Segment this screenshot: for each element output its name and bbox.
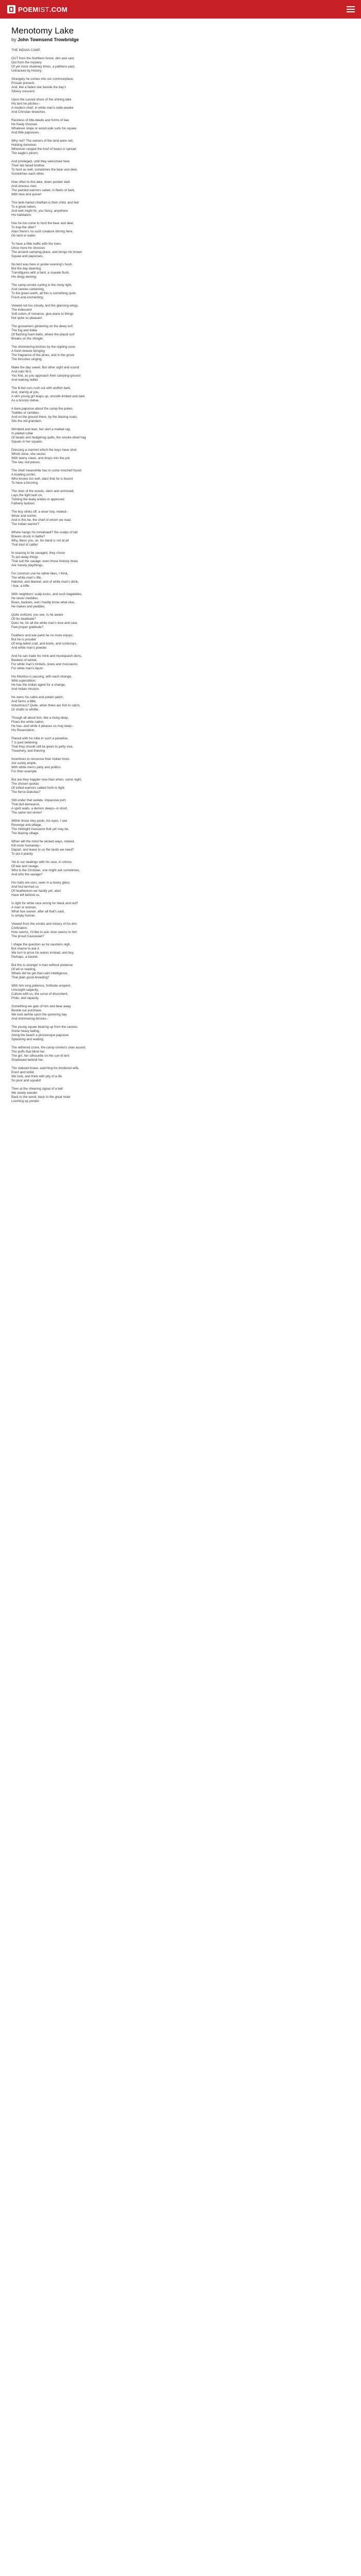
poem-line: He owns his cabin and potato patch, bbox=[11, 696, 64, 699]
poem-line: The girl, her silhouette on the sun-lit tent bbox=[11, 1054, 70, 1058]
poem-line: But the day dawning, bbox=[11, 267, 42, 270]
poem-line: Prosaic present; bbox=[11, 81, 35, 85]
poem-line: The iridescent bbox=[11, 308, 32, 312]
poem-line: The withered crone, the camp-smoke's slow ascent, bbox=[11, 1046, 86, 1049]
poem-line: Strangely he comes into our commonplace, bbox=[11, 77, 74, 81]
poem-line: In plaited collar bbox=[11, 432, 34, 435]
poem-line: Out from the mystery bbox=[11, 61, 42, 64]
poem-line: That suit the savage: even those hickory bows bbox=[11, 560, 78, 563]
poem-line: How seems, I'd like to ask--how seems to him bbox=[11, 930, 77, 934]
poem-line: So poor and squalid! bbox=[11, 1079, 41, 1082]
poem-line: Alas! there's no such creature stirring here, bbox=[11, 230, 73, 233]
stanza bbox=[11, 366, 350, 382]
stanza bbox=[11, 1005, 350, 1021]
stanza bbox=[11, 139, 350, 156]
poem-line: Not quite so pleasant. bbox=[11, 316, 43, 320]
poem-line: When will the mind he wicked ways, indeed, bbox=[11, 840, 75, 843]
poem-line: Feathers and war-paint he no more enjoys; bbox=[11, 634, 74, 637]
poem-line: For common use he rather likes, I think, bbox=[11, 572, 69, 575]
poem-line: With white men's piety and politics bbox=[11, 766, 61, 769]
poem-line: And white man's powder. bbox=[11, 646, 47, 650]
poem-line: Make the day sweet. But other sight and sound bbox=[11, 366, 79, 369]
stanza bbox=[11, 242, 350, 259]
stanza bbox=[11, 118, 350, 135]
poem-line: Of tufted warriors sallied forth to fight bbox=[11, 786, 64, 790]
poem-line: Perhaps, a basket. bbox=[11, 955, 39, 959]
poem-line: Where hangs his tomahawk? the scalps of tall bbox=[11, 531, 78, 534]
poem-line: Is simply human. bbox=[11, 914, 36, 918]
poem-line: Placed with his tribe in such a paradise, bbox=[11, 737, 69, 740]
stanza bbox=[11, 572, 350, 588]
poem-line: But this is strange! A man without pretense bbox=[11, 963, 73, 967]
stanza bbox=[11, 77, 350, 94]
stanza bbox=[11, 48, 350, 53]
poem-line: A modern chief, in white man's wide-awake bbox=[11, 106, 74, 110]
poem-line: And canoes careening, bbox=[11, 287, 45, 291]
poem-line: Their fair-faced brother, bbox=[11, 164, 45, 167]
stanza bbox=[11, 386, 350, 403]
stanza bbox=[11, 1087, 350, 1104]
stanza bbox=[11, 963, 350, 980]
poem-line: Viewed from the smoke and misery of his dim bbox=[11, 922, 77, 926]
poem-line: To put away things bbox=[11, 555, 39, 559]
poem-line: In ceasing to be savaged, they chose bbox=[11, 551, 65, 555]
poem-line: And, like a faded star beside the bay's bbox=[11, 86, 67, 89]
poem-line: But are they happier now than when, some night, bbox=[11, 778, 82, 782]
poem-line: And Christian breeches. bbox=[11, 110, 46, 114]
poem-line: The chief meanwhile has in some mischief found bbox=[11, 469, 81, 472]
poem-line: His tent he pitches-- bbox=[11, 102, 40, 106]
poem-line: The blazing village. bbox=[11, 832, 39, 835]
poem-line: Culture with us, the curse of discontent, bbox=[11, 992, 69, 996]
poem-line: And Indian mission. bbox=[11, 687, 40, 691]
poem-line: And foul termed us bbox=[11, 885, 39, 889]
poem-line: Have left behind us. bbox=[11, 893, 40, 897]
poem-line: That they should still be given to petty vice, bbox=[11, 745, 74, 749]
stanza bbox=[11, 469, 350, 485]
stanza bbox=[11, 325, 350, 341]
poem-line: The fog and tinkle bbox=[11, 329, 38, 332]
poem-line: Sometimes each other. bbox=[11, 172, 45, 176]
poem-line: Kill more humanely-- bbox=[11, 844, 41, 848]
poem-line: T is past believing bbox=[11, 741, 38, 744]
poem-line: With tawny claws, and drops into the pot, bbox=[11, 456, 71, 460]
stanza bbox=[11, 778, 350, 794]
poem-line: Breaks on the shingle; bbox=[11, 337, 44, 341]
poem-line: The raw, red pieces. bbox=[11, 461, 41, 464]
poem-line: Whatever slope or wood-side suits his squaw bbox=[11, 127, 76, 130]
poem-line: Of heathenism we hardly yet, alas! bbox=[11, 889, 61, 893]
poem-line: With neighbors' scalp-locks, and such bagatelles, bbox=[11, 592, 83, 596]
poem-line: Revenge and pillage, bbox=[11, 823, 42, 827]
poem-line: And little papooses. bbox=[11, 131, 40, 134]
poem-line: The fierce Dakotas? bbox=[11, 790, 41, 794]
poem-line: Of flashing foam-bells, where the placid surf bbox=[11, 333, 75, 336]
poem-line: Feel proper gratitude? bbox=[11, 625, 43, 629]
poem-line: The same red sinner! bbox=[11, 811, 42, 815]
poem-line: Then at the cheering signal of a bell bbox=[11, 1087, 63, 1091]
poem-line: The white man's rifle, bbox=[11, 576, 42, 580]
poem-line: Along the beach a picturesque papoose bbox=[11, 1033, 69, 1037]
poem-line: And who the savage? bbox=[11, 873, 43, 876]
poem-line: We slowly wander bbox=[11, 1091, 38, 1095]
stanza bbox=[11, 283, 350, 300]
poem-line: You find, as you approach their camping-ground bbox=[11, 374, 80, 378]
poem-line: The puffs that blind her; bbox=[11, 1050, 46, 1054]
poem-line: For white man's liquor. bbox=[11, 667, 44, 670]
top-navigation-bar bbox=[0, 0, 361, 19]
poem-line: Untracked by History; bbox=[11, 69, 43, 73]
poem-line: Fresh and enchanting; bbox=[11, 296, 44, 299]
poem-line: For their example. bbox=[11, 770, 38, 773]
poem-line: The fragrance of the pines, and in the grove bbox=[11, 353, 75, 357]
poem-line: Beside our purchase. bbox=[11, 1009, 42, 1012]
poem-line: THE INDIAN CAMP. bbox=[11, 48, 41, 52]
poem-line: Or shafts to whittle. bbox=[11, 708, 39, 711]
poem-line: Reckless of title-deeds and forms of law, bbox=[11, 118, 70, 122]
stanza bbox=[11, 613, 350, 630]
poem-line: His traits are ours; seen in a dusky glass. bbox=[11, 881, 71, 885]
poem-line: To hunt as well, sometimes the bear and deer, bbox=[11, 168, 78, 172]
poem-line: Wrinkled and lean, her skirt a matted rag, bbox=[11, 428, 71, 431]
poem-line: The midnight massacre that yet may be, bbox=[11, 827, 69, 831]
poem-line: Why, bless you, sir, his band is not at all bbox=[11, 539, 69, 543]
stanza bbox=[11, 160, 350, 176]
poem-line: To trap the otter? bbox=[11, 226, 36, 229]
poem-line: Flows the white nation, bbox=[11, 720, 45, 724]
poem-line: The boy slinks off, a wiser boy, indeed-- bbox=[11, 510, 69, 514]
poem-line: Civilization, bbox=[11, 926, 28, 930]
poem-line: Who knows too well, alas! that he is bound bbox=[11, 477, 73, 481]
stanza bbox=[11, 489, 350, 506]
stanza bbox=[11, 98, 350, 114]
poem-line: How often to this lake, down ponder dark bbox=[11, 180, 71, 184]
poem-line: Squats in her squalor, bbox=[11, 440, 43, 444]
poem-line: Treachery, and thieving. bbox=[11, 749, 46, 753]
poem-title: Menotomy Lake bbox=[11, 26, 74, 36]
poem-line: He has--and while it pleases us may keep-- bbox=[11, 724, 74, 728]
stanza bbox=[11, 943, 350, 959]
poem-line: This lank-haired chieftain is their child, and heir bbox=[11, 201, 79, 205]
poem-line: Of war and ravage, bbox=[11, 865, 39, 868]
poem-line: I fear, a trifle. bbox=[11, 584, 30, 588]
poem-line: Where did he get that calm intelligence, bbox=[11, 972, 69, 975]
poem-line: No tent was here in yester-evening's hush; bbox=[11, 263, 73, 266]
poem-line: As a bronze statue. bbox=[11, 399, 40, 402]
poem-line: Has he too come to hunt the bear and deer, bbox=[11, 222, 74, 225]
poem-line: Yet in our dealings with his race, in crimes bbox=[11, 860, 72, 864]
poem-line: Something we gain of him and bear away bbox=[11, 1005, 71, 1008]
poem-line: That plain good-breeding? bbox=[11, 976, 50, 979]
poem-line: Who is the Christian, one might ask sometimes, bbox=[11, 869, 80, 872]
poem-line: Sits the old grandam. bbox=[11, 419, 42, 423]
poem-line: We turn to price his wares instead, and buy, bbox=[11, 951, 74, 955]
poem-line: Soft colors of romance, give place to things bbox=[11, 312, 74, 316]
poem-line: Of wit or reading, bbox=[11, 968, 36, 971]
poem-line: A howling urchin, bbox=[11, 473, 36, 477]
stanza bbox=[11, 840, 350, 856]
poem-line: Toddles or rambles, bbox=[11, 411, 40, 415]
poem-line: Back to the world, back to the great hotel bbox=[11, 1095, 71, 1099]
stanza bbox=[11, 551, 350, 568]
stanza bbox=[11, 634, 350, 650]
poem-line: A bare papoose about the camp-fire pokes bbox=[11, 407, 73, 411]
poem-line: And he can trade his mink and muskquash skins, bbox=[11, 654, 82, 658]
poem-line: We look awhile upon the quivering bay bbox=[11, 1013, 67, 1016]
poem-line: Silvery crescent, bbox=[11, 90, 36, 93]
poem-line: I shape the question as he saunters nigh, bbox=[11, 943, 71, 946]
poem-line: Of beads and hedgehog quills, the smoke-dried hag bbox=[11, 436, 86, 439]
poem-line: Of yet more shadowy times, a pathless past, bbox=[11, 65, 75, 69]
poem-line: The Indian warrior? bbox=[11, 522, 40, 526]
stanza bbox=[11, 819, 350, 836]
poem-line: The shimmering birches by the rippling cove; bbox=[11, 345, 76, 349]
poem-line: The proud Caucasian? bbox=[11, 935, 44, 938]
poem-line: Pride, and rapacity. bbox=[11, 996, 39, 1000]
poem-line: Fatherly fashion. bbox=[11, 502, 36, 505]
poem-line: We look, and think with pity of a life bbox=[11, 1075, 62, 1078]
poem-line: The chosen quotas bbox=[11, 782, 39, 786]
poem-line: Unsought sagacity, bbox=[11, 988, 39, 992]
poem-line: The eagle's pinion; bbox=[11, 151, 39, 155]
poem-line: For white man's trinkets, bows and moccasins bbox=[11, 663, 78, 666]
poem-line: A spirit waits, a demon sleeps--in short, bbox=[11, 807, 68, 810]
poem-line: His Manitou is passing, with each strange, bbox=[11, 675, 72, 679]
poem-line: He makes and peddles. bbox=[11, 605, 46, 608]
stanza bbox=[11, 799, 350, 815]
poem-line: A man or woman, bbox=[11, 906, 37, 909]
stanza bbox=[11, 531, 350, 547]
byline-prefix: by bbox=[11, 37, 18, 42]
stanza bbox=[11, 1025, 350, 1042]
poem-line: Of long-tailed coat, and boots, and corduroys, bbox=[11, 642, 77, 646]
poem-line: Lays the light lash on, bbox=[11, 494, 43, 497]
poem-line: That kind of cattle! bbox=[11, 543, 38, 547]
poem-line: Why not? The owners of the land were red, bbox=[11, 139, 74, 143]
poem-line: The ill-fed curs rush out with wolfish bark; bbox=[11, 386, 71, 390]
poem-line: The young squaw bearing up from the canoes bbox=[11, 1025, 78, 1029]
stanza bbox=[11, 716, 350, 733]
stanza bbox=[11, 428, 350, 444]
poem-line: And shimmering birches-- bbox=[11, 1017, 48, 1021]
poem-line: A slim young girl leaps up, smooth-limbed and dark bbox=[11, 395, 85, 398]
poem-line: His habitation. bbox=[11, 213, 32, 217]
stanza bbox=[11, 201, 350, 217]
stanza bbox=[11, 984, 350, 1001]
poem-line: Tickling the leaky ankles in approved bbox=[11, 498, 64, 501]
hamburger-menu-icon[interactable] bbox=[347, 6, 355, 12]
stanza bbox=[11, 345, 350, 362]
poem-body bbox=[11, 48, 350, 1104]
logo-bold: POEM bbox=[18, 5, 39, 13]
poem-line: The thrushes singing, bbox=[11, 358, 43, 361]
stanza bbox=[11, 304, 350, 320]
poem-line: Wherever ranged the hoof of beast or spread bbox=[11, 147, 76, 151]
poem-line: Still under that sedate, impassive port, bbox=[11, 799, 67, 802]
stanza bbox=[11, 180, 350, 197]
stanza bbox=[11, 222, 350, 238]
poem-line: Depart, and leave to us the lands we need? bbox=[11, 848, 74, 852]
stanza bbox=[11, 675, 350, 691]
stanza bbox=[11, 696, 350, 712]
poem-line: What hue soever, after all that's said, bbox=[11, 910, 65, 913]
stanza bbox=[11, 1066, 350, 1083]
poem-line: And privileged, until they welcomed here bbox=[11, 160, 70, 163]
poem-line: His Reservation. bbox=[11, 728, 36, 732]
poem-line: Dressing a marmot which the boys have shot; bbox=[11, 448, 77, 452]
poem-line: And farms a little, bbox=[11, 700, 37, 703]
stanza bbox=[11, 757, 350, 774]
stanza bbox=[11, 407, 350, 423]
poem-line: Braves struck in battle? bbox=[11, 535, 45, 538]
poem-line: To have a birching. bbox=[11, 481, 39, 485]
author-link[interactable]: John Townsend Trowbridge bbox=[18, 37, 79, 42]
poem-line: Splashing and wading; bbox=[11, 1038, 44, 1041]
poem-line: Bows, baskets, and I hardly know what else, bbox=[11, 601, 75, 604]
poem-line: And on the ground there, by the blazing coals, bbox=[11, 415, 78, 419]
poem-line: Looming up yonder. bbox=[11, 1099, 40, 1103]
poem-line: Transfigures with a faint, a roseate flush, bbox=[11, 271, 70, 275]
logo-thin: IST bbox=[38, 5, 50, 13]
poem-line: He never meddles. bbox=[11, 597, 39, 600]
poem-line: The gossamers glistening on the dewy turf; bbox=[11, 325, 74, 328]
poem-line: Quite civilized, you see. Is he aware bbox=[11, 613, 63, 617]
poem-line: Wiser and sorrier; bbox=[11, 514, 37, 518]
poem-line: Is right for white race wrong for black and red? bbox=[11, 902, 78, 905]
stanza bbox=[11, 902, 350, 918]
poem-line: And sinuous river, bbox=[11, 184, 38, 188]
poem-line: To the green earth, all this is something quite bbox=[11, 292, 76, 295]
stanza bbox=[11, 737, 350, 753]
poem-line: The camp-smoke curling in the misty light, bbox=[11, 283, 72, 287]
poem-line: Once more he chooses bbox=[11, 246, 45, 250]
poem-line: Does he, for all the white man's love and care, bbox=[11, 621, 78, 625]
poem-line: To have a little traffic with the town, bbox=[11, 242, 62, 246]
poem-line: On land or water. bbox=[11, 234, 36, 238]
poem-line: A fresh breeze bringing bbox=[11, 349, 45, 353]
poem-line: That dull demeanor, bbox=[11, 803, 40, 806]
stanza bbox=[11, 263, 350, 279]
stanza bbox=[11, 881, 350, 897]
poem-line: The stalwart brave, watching his bordered wife, bbox=[11, 1066, 79, 1070]
poem-line: The ancient camping-place, and brings his brown bbox=[11, 250, 83, 254]
poem-line: His dingy awning; bbox=[11, 275, 37, 279]
poem-line: OUT from the Northern forest, dim and vast; bbox=[11, 57, 75, 60]
poem-line: Within those inky pools, his eyes, I see bbox=[11, 819, 68, 823]
poem-line: Baskets of wicker, bbox=[11, 658, 38, 662]
poem-line: Upon the curved shore of the shining lake bbox=[11, 98, 72, 101]
poem-line: And, staring at you, bbox=[11, 391, 40, 394]
poem-line: With bow and quiver! bbox=[11, 193, 42, 196]
poem-line: He has the Indian agent for a change, bbox=[11, 683, 66, 687]
stanza bbox=[11, 1046, 350, 1062]
stanza bbox=[11, 922, 350, 939]
stanza bbox=[11, 57, 350, 73]
poem-line: To a great nation, bbox=[11, 205, 37, 209]
poem-line: And is this he, the chief of whom we read, bbox=[11, 518, 72, 522]
poem-line: But he is prouder bbox=[11, 638, 36, 641]
poem-line: Though all about him, like a rising deep, bbox=[11, 716, 69, 720]
stanza bbox=[11, 860, 350, 877]
poem-line: To put it plainly. bbox=[11, 852, 34, 856]
poem-line: He freely chooses bbox=[11, 123, 38, 126]
poem-line: Some heavy lading, bbox=[11, 1029, 40, 1033]
poem-line: The painted warriors sailed, in fleets of bark, bbox=[11, 189, 75, 192]
poem-line: The stoic of the woods, stern and unmoved, bbox=[11, 489, 75, 493]
stanza bbox=[11, 592, 350, 609]
poem-byline bbox=[11, 37, 350, 42]
poem-line: Are surely ample, bbox=[11, 761, 37, 765]
logo-suffix: .COM bbox=[49, 5, 68, 13]
poem-line: And reeking skillet. bbox=[11, 378, 39, 382]
stanza bbox=[11, 448, 350, 465]
poem-line: Shadowed behind her; bbox=[11, 1058, 44, 1062]
poem-line: Incentives to renounce their Indian tricks bbox=[11, 757, 70, 761]
poem-line: Viewed not too closely, lest the glancing wings, bbox=[11, 304, 79, 308]
stanza bbox=[11, 510, 350, 527]
poemist-logo-icon bbox=[7, 5, 15, 13]
poem-line: Industrious? Quite, when there are fish to catch, bbox=[11, 704, 80, 707]
logo-text bbox=[18, 6, 68, 13]
poem-line: Squaw and papooses. bbox=[11, 255, 44, 258]
poem-line: Hatchet, and blanket; and of white man's drink, bbox=[11, 580, 79, 584]
poem-line: Holding dominion bbox=[11, 143, 37, 147]
poem-line: And well might fix, you fancy, anywhere bbox=[11, 209, 68, 213]
poem-line: Are merely playthings, bbox=[11, 564, 44, 567]
poem-line: With him long patience, fortitude unspent, bbox=[11, 984, 71, 988]
stanza bbox=[11, 654, 350, 671]
poem-line: Of his beatitude? bbox=[11, 617, 36, 621]
poem-line: Erect and stolid. bbox=[11, 1071, 35, 1074]
poem-line: Wild superstition; bbox=[11, 679, 36, 683]
site-logo[interactable] bbox=[7, 5, 68, 13]
poem-line: But shame to ask it. bbox=[11, 947, 40, 951]
poem-line: Which done, she seizes bbox=[11, 452, 46, 456]
poem-content bbox=[0, 19, 361, 2576]
poem-line: And odor fill it, bbox=[11, 370, 32, 374]
